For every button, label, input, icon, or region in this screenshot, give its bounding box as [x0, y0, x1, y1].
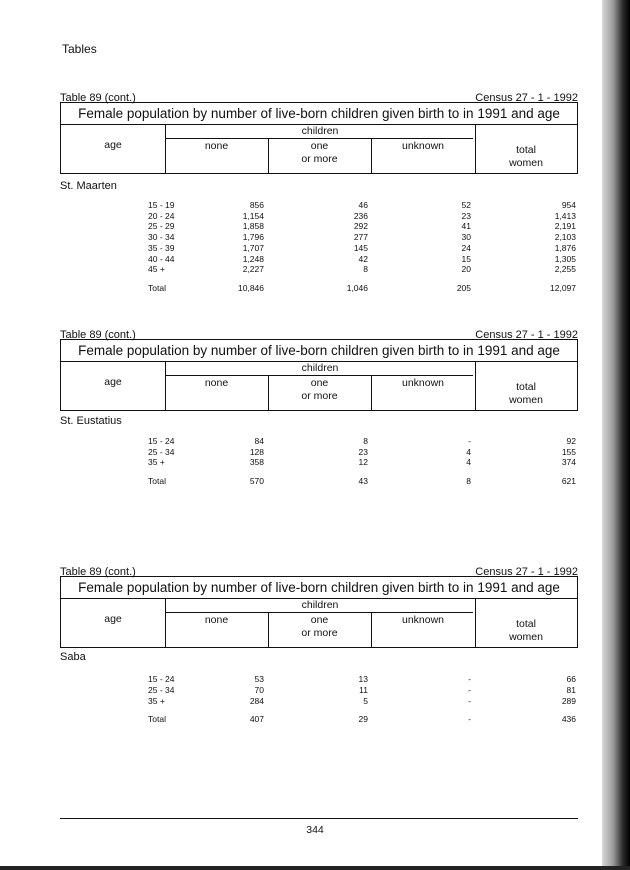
table-row	[60, 232, 578, 243]
census-date: Census 27 - 1 - 1992	[475, 566, 578, 578]
table-block	[60, 92, 578, 352]
table-title: Female population by number of live-born children given birth to in 1991 and age	[61, 103, 577, 125]
age-cell: 35 - 39	[148, 242, 175, 253]
age-cell: 15 - 24	[148, 436, 175, 446]
column-headers	[61, 599, 577, 647]
header-age: age	[104, 139, 122, 151]
children-divider	[165, 375, 473, 376]
age-cell: 25 - 34	[148, 684, 175, 695]
header-unknown: unknown	[401, 377, 445, 389]
unknown-cell: 8	[466, 475, 471, 486]
one-or-more-cell: 43	[358, 475, 368, 486]
age-cell: 40 - 44	[148, 253, 175, 264]
none-cell: 1,154	[242, 210, 264, 221]
table-row	[60, 211, 578, 222]
one-or-more-cell: 292	[353, 221, 368, 232]
one-or-more-cell: 23	[358, 446, 368, 457]
census-date: Census 27 - 1 - 1992	[475, 92, 578, 104]
section-header: Tables	[62, 42, 97, 56]
total-cell: 2,191	[554, 221, 576, 232]
age-cell: 15 - 24	[148, 674, 175, 684]
one-or-more-cell: 8	[363, 264, 368, 275]
total-cell: 954	[561, 200, 576, 210]
one-or-more-cell: 42	[358, 253, 368, 264]
header-total: total	[516, 618, 536, 630]
table-title: Female population by number of live-born children given birth to in 1991 and age	[61, 577, 577, 599]
age-cell: 25 - 34	[148, 446, 175, 457]
table-row	[60, 243, 578, 254]
age-cell: 45 +	[148, 264, 165, 275]
age-cell: 30 - 34	[148, 232, 175, 243]
unknown-cell: 20	[461, 264, 471, 275]
header-none: none	[204, 377, 229, 389]
table-header-box	[60, 339, 578, 411]
header-one: one	[310, 614, 329, 626]
header-children: children	[301, 125, 339, 137]
header-age: age	[104, 613, 122, 625]
age-cell: 15 - 19	[148, 200, 175, 210]
total-cell: 155	[561, 446, 576, 457]
header-total: total	[516, 381, 536, 393]
none-cell: 53	[254, 674, 264, 684]
none-cell: 284	[249, 695, 264, 706]
table-row	[60, 264, 578, 275]
total-cell: 621	[561, 475, 576, 486]
one-or-more-cell: 5	[363, 695, 368, 706]
none-cell: 407	[249, 714, 264, 725]
header-unknown: unknown	[401, 614, 445, 626]
unknown-cell: 41	[461, 221, 471, 232]
none-cell: 358	[249, 457, 264, 467]
table-header-box	[60, 102, 578, 174]
one-or-more-cell: 236	[353, 210, 368, 221]
unknown-cell: 4	[466, 457, 471, 467]
one-or-more-cell: 46	[358, 200, 368, 210]
total-cell: 1,413	[554, 210, 576, 221]
header-one: one	[310, 377, 329, 389]
total-cell: 2,255	[554, 264, 576, 275]
header-women: women	[509, 394, 543, 406]
age-cell: 35 +	[148, 695, 165, 706]
table-row	[60, 221, 578, 232]
page-number: 344	[306, 824, 324, 836]
table-title: Female population by number of live-born children given birth to in 1991 and age	[61, 340, 577, 362]
table-block	[60, 566, 578, 826]
header-or-more: or more	[301, 153, 338, 165]
none-cell: 1,858	[242, 221, 264, 232]
scan-edge	[602, 0, 630, 870]
unknown-cell: 30	[461, 232, 471, 243]
table-caption: Table 89 (cont.)	[60, 566, 136, 578]
table-row	[60, 200, 578, 211]
header-total: total	[516, 144, 536, 156]
none-cell: 10,846	[238, 282, 264, 293]
table-row	[60, 447, 578, 458]
children-divider	[165, 612, 473, 613]
none-cell: 1,796	[242, 232, 264, 243]
header-women: women	[509, 631, 543, 643]
age-cell: Total	[148, 714, 166, 725]
header-women: women	[509, 157, 543, 169]
unknown-cell: -	[468, 684, 471, 695]
unknown-cell: -	[468, 714, 471, 725]
total-cell: 1,876	[554, 242, 576, 253]
one-or-more-cell: 29	[358, 714, 368, 725]
total-cell: 436	[561, 714, 576, 725]
one-or-more-cell: 12	[358, 457, 368, 467]
none-cell: 570	[249, 475, 264, 486]
one-or-more-cell: 145	[353, 242, 368, 253]
unknown-cell: -	[468, 674, 471, 684]
table-row	[60, 685, 578, 696]
total-cell: 92	[566, 436, 576, 446]
header-children: children	[301, 362, 339, 374]
total-cell: 2,103	[554, 232, 576, 243]
none-cell: 84	[254, 436, 264, 446]
age-cell: Total	[148, 282, 166, 293]
children-divider	[165, 138, 473, 139]
table-row	[60, 254, 578, 265]
table-row	[60, 696, 578, 707]
total-cell: 374	[561, 457, 576, 467]
one-or-more-cell: 13	[358, 674, 368, 684]
age-cell: 35 +	[148, 457, 165, 467]
table-header-box	[60, 576, 578, 648]
none-cell: 128	[249, 446, 264, 457]
table-row	[60, 674, 578, 685]
none-cell: 70	[254, 684, 264, 695]
header-unknown: unknown	[401, 140, 445, 152]
total-cell: 12,097	[550, 282, 576, 293]
total-cell: 66	[566, 674, 576, 684]
none-cell: 2,227	[242, 264, 264, 275]
region-label: St. Maarten	[60, 180, 117, 192]
header-or-more: or more	[301, 390, 338, 402]
one-or-more-cell: 11	[359, 684, 368, 695]
age-cell: 20 - 24	[148, 210, 175, 221]
column-headers	[61, 125, 577, 173]
table-row	[60, 436, 578, 447]
total-row	[60, 476, 578, 487]
unknown-cell: 15	[461, 253, 471, 264]
unknown-cell: -	[468, 695, 471, 706]
unknown-cell: 24	[461, 242, 471, 253]
header-or-more: or more	[301, 627, 338, 639]
region-label: St. Eustatius	[60, 415, 122, 427]
scan-bottom-edge	[0, 866, 630, 870]
unknown-cell: 205	[456, 282, 471, 293]
none-cell: 856	[249, 200, 264, 210]
header-children: children	[301, 599, 339, 611]
none-cell: 1,248	[242, 253, 264, 264]
header-age: age	[104, 376, 122, 388]
unknown-cell: 4	[466, 446, 471, 457]
region-label: Saba	[60, 651, 86, 663]
column-headers	[61, 362, 577, 410]
total-row	[60, 283, 578, 294]
census-date: Census 27 - 1 - 1992	[475, 329, 578, 341]
total-cell: 81	[566, 684, 576, 695]
age-cell: Total	[148, 475, 166, 486]
total-cell: 289	[561, 695, 576, 706]
table-caption: Table 89 (cont.)	[60, 329, 136, 341]
header-none: none	[204, 614, 229, 626]
total-cell: 1,305	[554, 253, 576, 264]
one-or-more-cell: 1,046	[346, 282, 368, 293]
header-none: none	[204, 140, 229, 152]
footer-divider	[60, 818, 578, 819]
one-or-more-cell: 8	[363, 436, 368, 446]
none-cell: 1,707	[242, 242, 264, 253]
table-row	[60, 457, 578, 468]
age-cell: 25 - 29	[148, 221, 175, 232]
table-block	[60, 329, 578, 589]
one-or-more-cell: 277	[353, 232, 368, 243]
header-one: one	[310, 140, 329, 152]
unknown-cell: 52	[461, 200, 471, 210]
unknown-cell: 23	[461, 210, 471, 221]
unknown-cell: -	[468, 436, 471, 446]
total-row	[60, 714, 578, 725]
table-caption: Table 89 (cont.)	[60, 92, 136, 104]
